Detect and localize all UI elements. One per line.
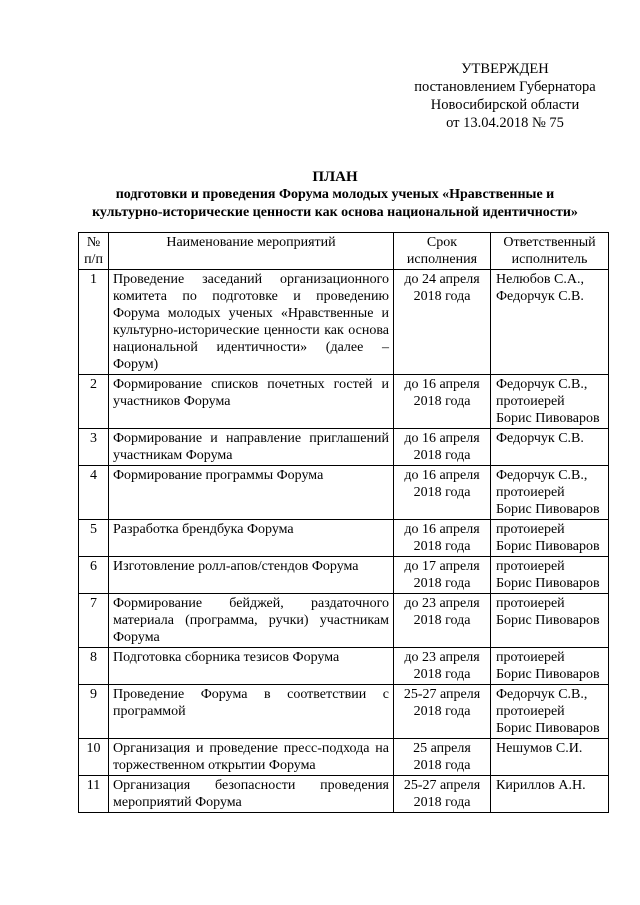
- row-number: 10: [79, 739, 109, 776]
- event-deadline: [394, 520, 491, 557]
- plan-header: [50, 168, 620, 222]
- deadline-line: 2018 года: [413, 448, 471, 463]
- event-deadline: [394, 648, 491, 685]
- deadline-line: 2018 года: [413, 576, 471, 591]
- approval-line: постановлением Губернатора: [414, 79, 596, 95]
- deadline-line: 25-27 апреля: [403, 778, 481, 793]
- event-responsible: [491, 685, 609, 739]
- row-number: 5: [79, 520, 109, 557]
- row-number: 4: [79, 466, 109, 520]
- header-responsible-line: исполнитель: [511, 252, 588, 267]
- responsible-line: Федорчук С.В.: [496, 431, 584, 446]
- header-deadline-line: исполнения: [406, 252, 478, 267]
- responsible-line: Кириллов А.Н.: [496, 778, 586, 793]
- table-row: [79, 739, 609, 776]
- event-responsible: [491, 429, 609, 466]
- event-name: Формирование и направление приглашений участникам Форума: [109, 429, 394, 466]
- event-deadline: [394, 594, 491, 648]
- deadline-line: 2018 года: [413, 667, 471, 682]
- responsible-line: протоиерей: [496, 522, 565, 537]
- event-deadline: [394, 270, 491, 375]
- table-row: [79, 685, 609, 739]
- responsible-line: протоиерей: [496, 704, 565, 719]
- row-number: 8: [79, 648, 109, 685]
- responsible-line: Нелюбов С.А.,: [496, 272, 584, 287]
- approval-date: от 13.04.2018 № 75: [446, 115, 564, 131]
- table-row: [79, 648, 609, 685]
- table-row: [79, 429, 609, 466]
- event-deadline: [394, 776, 491, 813]
- row-number: 7: [79, 594, 109, 648]
- approval-stamp: [400, 60, 610, 132]
- table-row: [79, 594, 609, 648]
- table-row: [79, 520, 609, 557]
- event-responsible: [491, 375, 609, 429]
- responsible-line: Борис Пивоваров: [496, 539, 600, 554]
- responsible-line: Федорчук С.В.,: [496, 468, 588, 483]
- row-number: 11: [79, 776, 109, 813]
- deadline-line: 25-27 апреля: [403, 687, 481, 702]
- plan-subtitle: культурно-исторические ценности как основа национальной идентичности»: [92, 205, 578, 220]
- event-name: Формирование бейджей, раздаточного материала (программа, ручки) участникам Форума: [109, 594, 394, 648]
- deadline-line: до 16 апреля: [404, 522, 480, 537]
- responsible-line: Борис Пивоваров: [496, 721, 600, 736]
- event-responsible: [491, 270, 609, 375]
- deadline-line: до 23 апреля: [404, 650, 480, 665]
- row-number: 1: [79, 270, 109, 375]
- deadline-line: до 24 апреля: [404, 272, 480, 287]
- event-deadline: [394, 685, 491, 739]
- event-deadline: [394, 466, 491, 520]
- deadline-line: до 16 апреля: [404, 377, 480, 392]
- header-deadline: [394, 233, 491, 270]
- row-number: 2: [79, 375, 109, 429]
- deadline-line: до 17 апреля: [404, 559, 480, 574]
- event-deadline: [394, 739, 491, 776]
- event-name: Организация безопасности проведения мероприятий Форума: [109, 776, 394, 813]
- approval-title: УТВЕРЖДЕН: [461, 61, 549, 77]
- table-header-row: [79, 233, 609, 270]
- responsible-line: Федорчук С.В.,: [496, 377, 588, 392]
- plan-title: ПЛАН: [312, 169, 358, 185]
- table-row: [79, 375, 609, 429]
- responsible-line: Нешумов С.И.: [496, 741, 583, 756]
- header-num-line: №: [86, 235, 101, 250]
- table-row: [79, 270, 609, 375]
- event-deadline: [394, 557, 491, 594]
- responsible-line: Борис Пивоваров: [496, 576, 600, 591]
- event-responsible: [491, 594, 609, 648]
- responsible-line: протоиерей: [496, 485, 565, 500]
- header-name: Наименование мероприятий: [109, 233, 394, 270]
- plan-table: [78, 232, 609, 813]
- event-responsible: [491, 557, 609, 594]
- responsible-line: Федорчук С.В.: [496, 289, 584, 304]
- responsible-line: Федорчук С.В.,: [496, 687, 588, 702]
- deadline-line: 25 апреля: [413, 741, 471, 756]
- table-row: [79, 557, 609, 594]
- deadline-line: 2018 года: [413, 704, 471, 719]
- plan-subtitle: подготовки и проведения Форума молодых ученых «Нравственные и: [115, 187, 555, 202]
- event-name: Организация и проведение пресс-подхода на торжественном открытии Форума: [109, 739, 394, 776]
- responsible-line: протоиерей: [496, 394, 565, 409]
- deadline-line: 2018 года: [413, 758, 471, 773]
- header-num-line: п/п: [84, 252, 103, 267]
- table-row: [79, 466, 609, 520]
- deadline-line: до 16 апреля: [404, 468, 480, 483]
- responsible-line: Борис Пивоваров: [496, 667, 600, 682]
- deadline-line: 2018 года: [413, 289, 471, 304]
- header-num: [79, 233, 109, 270]
- responsible-line: Борис Пивоваров: [496, 502, 600, 517]
- deadline-line: до 23 апреля: [404, 596, 480, 611]
- event-responsible: [491, 739, 609, 776]
- responsible-line: Борис Пивоваров: [496, 411, 600, 426]
- deadline-line: 2018 года: [413, 394, 471, 409]
- event-name: Разработка брендбука Форума: [109, 520, 394, 557]
- deadline-line: 2018 года: [413, 613, 471, 628]
- event-responsible: [491, 648, 609, 685]
- event-name: Подготовка сборника тезисов Форума: [109, 648, 394, 685]
- table-row: [79, 776, 609, 813]
- event-name: Формирование списков почетных гостей и участников Форума: [109, 375, 394, 429]
- event-responsible: [491, 466, 609, 520]
- deadline-line: 2018 года: [413, 485, 471, 500]
- event-name: Формирование программы Форума: [109, 466, 394, 520]
- event-responsible: [491, 520, 609, 557]
- responsible-line: протоиерей: [496, 596, 565, 611]
- deadline-line: 2018 года: [413, 539, 471, 554]
- deadline-line: 2018 года: [413, 795, 471, 810]
- header-responsible-line: Ответственный: [503, 235, 596, 250]
- row-number: 6: [79, 557, 109, 594]
- event-deadline: [394, 429, 491, 466]
- deadline-line: до 16 апреля: [404, 431, 480, 446]
- header-deadline-line: Срок: [426, 235, 458, 250]
- row-number: 3: [79, 429, 109, 466]
- responsible-line: Борис Пивоваров: [496, 613, 600, 628]
- event-name: Изготовление ролл-апов/стендов Форума: [109, 557, 394, 594]
- responsible-line: протоиерей: [496, 650, 565, 665]
- event-name: Проведение Форума в соответствии с программой: [109, 685, 394, 739]
- event-name: Проведение заседаний организационного комитета по подготовке и проведению Форума молодых ученых «Нравственные и культурно-исторические ценности как основа национальной идентичности» (далее – Форум): [109, 270, 394, 375]
- event-deadline: [394, 375, 491, 429]
- event-responsible: [491, 776, 609, 813]
- responsible-line: протоиерей: [496, 559, 565, 574]
- approval-line: Новосибирской области: [430, 97, 580, 113]
- row-number: 9: [79, 685, 109, 739]
- header-responsible: [491, 233, 609, 270]
